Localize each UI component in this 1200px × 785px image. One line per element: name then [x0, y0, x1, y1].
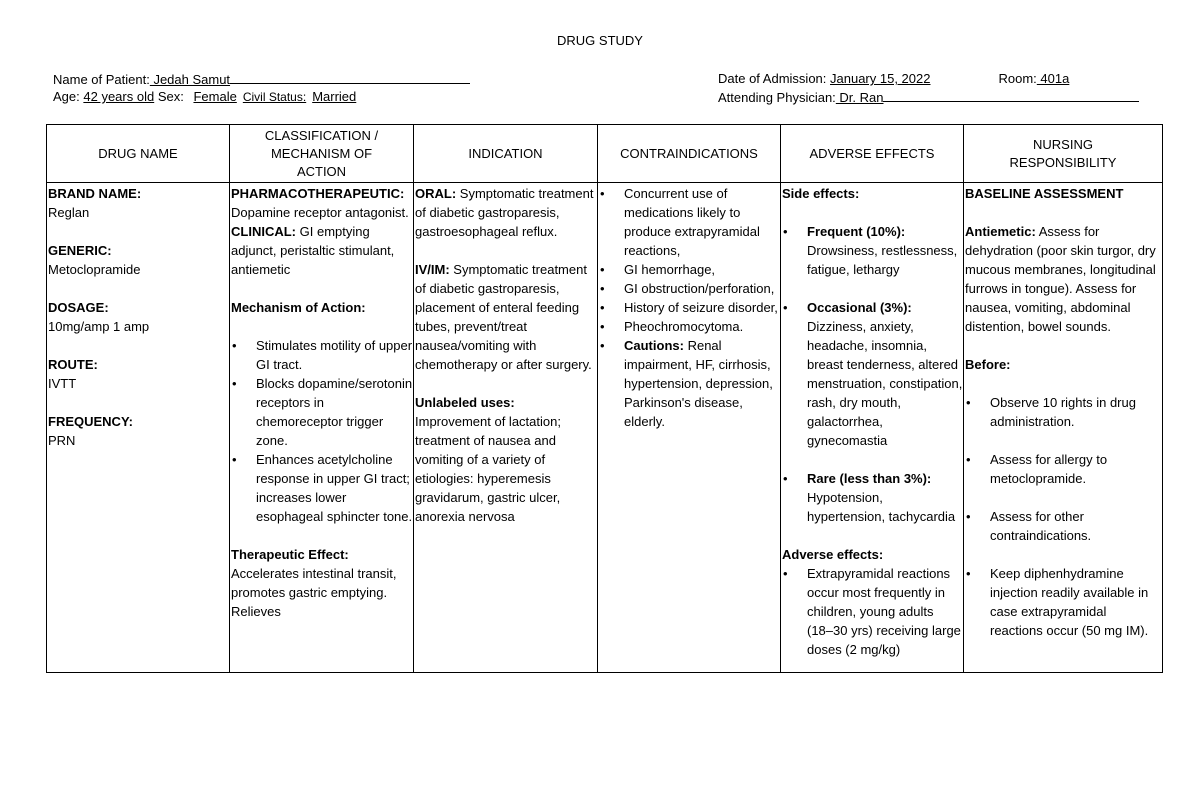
- adverse-effects-cell: [781, 183, 964, 673]
- underline-fill: [230, 70, 470, 84]
- pharmacotherapeutic-value: Dopamine receptor antagonist.: [231, 205, 409, 220]
- list-item: • Blocks dopamine/serotonin receptors in chemoreceptor trigger zone.: [231, 374, 413, 450]
- underline-fill: [883, 88, 1139, 102]
- col-header-classification: CLASSIFICATION / MECHANISM OF ACTION: [230, 125, 414, 183]
- list-item: • Assess for allergy to metoclopramide.: [965, 450, 1162, 488]
- antiemetic-text: Antiemetic: Assess for dehydration (poor skin turgor, dry mucous membranes, longitudinal furrows in tongue). Assess for nausea, vomiting, abdominal distention, bowel sounds.: [965, 224, 1156, 334]
- civil-status-label: Civil Status:: [242, 90, 307, 104]
- side-effects-label: Side effects:: [782, 186, 860, 201]
- clinical-text: CLINICAL: GI emptying adjunct, peristaltic stimulant, antiemetic: [231, 224, 395, 277]
- drug-study-table: [46, 124, 1163, 673]
- list-item: • Enhances acetylcholine response in upper GI tract; increases lower esophageal sphincter tone.: [231, 450, 413, 526]
- generic-label: GENERIC:: [48, 243, 112, 258]
- list-item: • Concurrent use of medications likely to produce extrapyramidal reactions,: [599, 184, 780, 260]
- side-effects-list: [782, 298, 963, 450]
- contraindications-list: [599, 184, 780, 431]
- patient-name-label: Name of Patient:: [53, 72, 150, 87]
- room-label: Room:: [998, 71, 1037, 86]
- list-item: • Assess for other contraindications.: [965, 507, 1162, 545]
- col-header-drug-name: DRUG NAME: [47, 125, 230, 183]
- mechanism-label: Mechanism of Action:: [231, 300, 366, 315]
- adverse-effects-list: [782, 564, 963, 659]
- unlabeled-uses-label: Unlabeled uses:: [415, 395, 515, 410]
- frequency-label: FREQUENCY:: [48, 414, 133, 429]
- nursing-list: [965, 564, 1162, 640]
- therapeutic-effect-label: Therapeutic Effect:: [231, 547, 349, 562]
- list-item: • Rare (less than 3%): Hypotension, hypertension, tachycardia: [782, 469, 963, 526]
- list-item: • Pheochromocytoma.: [599, 317, 780, 336]
- admission-value: January 15, 2022: [830, 71, 931, 86]
- list-item: • History of seizure disorder,: [599, 298, 780, 317]
- age-value: 42 years old: [83, 89, 155, 104]
- room-value: 401a: [1036, 71, 1070, 86]
- list-item: • Occasional (3%): Dizziness, anxiety, headache, insomnia, breast tenderness, altered menstruation, constipation, rash, dry mouth, galactorrhea, gynecomastia: [782, 298, 963, 450]
- list-item: • Observe 10 rights in drug administration.: [965, 393, 1162, 431]
- col-header-indication: INDICATION: [414, 125, 598, 183]
- patient-name-line: [53, 70, 470, 89]
- unlabeled-uses-value: Improvement of lactation; treatment of nausea and vomiting of a variety of etiologies: hyperemesis gravidarum, gastric ulcer, anorexia nervosa: [415, 414, 561, 524]
- col-header-nursing-responsibility: NURSING RESPONSIBILITY: [964, 125, 1163, 183]
- dosage-value: 10mg/amp 1 amp: [48, 319, 150, 334]
- before-label: Before:: [965, 357, 1011, 372]
- list-item: • Stimulates motility of upper GI tract.: [231, 336, 413, 374]
- side-effects-list: [782, 222, 963, 279]
- civil-status-value: Married: [312, 89, 357, 104]
- therapeutic-effect-value: Accelerates intestinal transit, promotes gastric emptying. Relieves: [231, 566, 397, 619]
- physician-line: [718, 88, 1139, 107]
- side-effects-list: [782, 469, 963, 526]
- route-value: IVTT: [48, 376, 77, 391]
- indication-cell: [414, 183, 598, 673]
- document-title: DRUG STUDY: [557, 33, 643, 48]
- physician-label: Attending Physician:: [718, 90, 836, 105]
- col-header-adverse-effects: ADVERSE EFFECTS: [781, 125, 964, 183]
- age-label: Age:: [53, 89, 80, 104]
- route-label: ROUTE:: [48, 357, 98, 372]
- col-header-contraindications: CONTRAINDICATIONS: [598, 125, 781, 183]
- contraindications-cell: [598, 183, 781, 673]
- oral-indication: ORAL: Symptomatic treatment of diabetic gastroparesis, gastroesophageal reflux.: [415, 186, 594, 239]
- baseline-assessment-label: BASELINE ASSESSMENT: [965, 186, 1124, 201]
- frequency-value: PRN: [48, 433, 76, 448]
- pharmacotherapeutic-label: PHARMACOTHERAPEUTIC:: [231, 186, 405, 201]
- drug-name-cell: [47, 183, 230, 673]
- admission-label: Date of Admission:: [718, 71, 827, 86]
- list-item: • Extrapyramidal reactions occur most frequently in children, young adults (18–30 yrs) receiving large doses (2 mg/kg): [782, 564, 963, 659]
- table-header-row: [47, 125, 1163, 183]
- brand-name-label: BRAND NAME:: [48, 186, 142, 201]
- list-item: • Frequent (10%): Drowsiness, restlessness, fatigue, lethargy: [782, 222, 963, 279]
- list-item: • GI obstruction/perforation,: [599, 279, 780, 298]
- nursing-list: [965, 450, 1162, 488]
- list-item: • Cautions: Renal impairment, HF, cirrhosis, hypertension, depression, Parkinson's disease, elderly.: [599, 336, 780, 431]
- table-row: [47, 183, 1163, 673]
- iv-indication: IV/IM: Symptomatic treatment of diabetic gastroparesis, placement of enteral feeding tubes, prevent/treat nausea/vomiting with chemotherapy or after surgery.: [415, 262, 592, 372]
- dosage-label: DOSAGE:: [48, 300, 109, 315]
- mechanism-list: [231, 336, 413, 526]
- generic-value: Metoclopramide: [48, 262, 141, 277]
- age-sex-civil-line: [53, 88, 376, 106]
- physician-value: Dr. Ran: [835, 90, 884, 105]
- classification-cell: [230, 183, 414, 673]
- nursing-responsibility-cell: [964, 183, 1163, 673]
- sex-value: Female: [193, 89, 237, 104]
- adverse-effects-label: Adverse effects:: [782, 547, 884, 562]
- list-item: • Keep diphenhydramine injection readily available in case extrapyramidal reactions occur (50 mg IM).: [965, 564, 1162, 640]
- list-item: • GI hemorrhage,: [599, 260, 780, 279]
- admission-line: [718, 70, 1099, 88]
- patient-name-value: Jedah Samut: [149, 72, 231, 87]
- sex-label: Sex:: [157, 89, 184, 104]
- nursing-list: [965, 507, 1162, 545]
- brand-name-value: Reglan: [48, 205, 90, 220]
- nursing-list: [965, 393, 1162, 431]
